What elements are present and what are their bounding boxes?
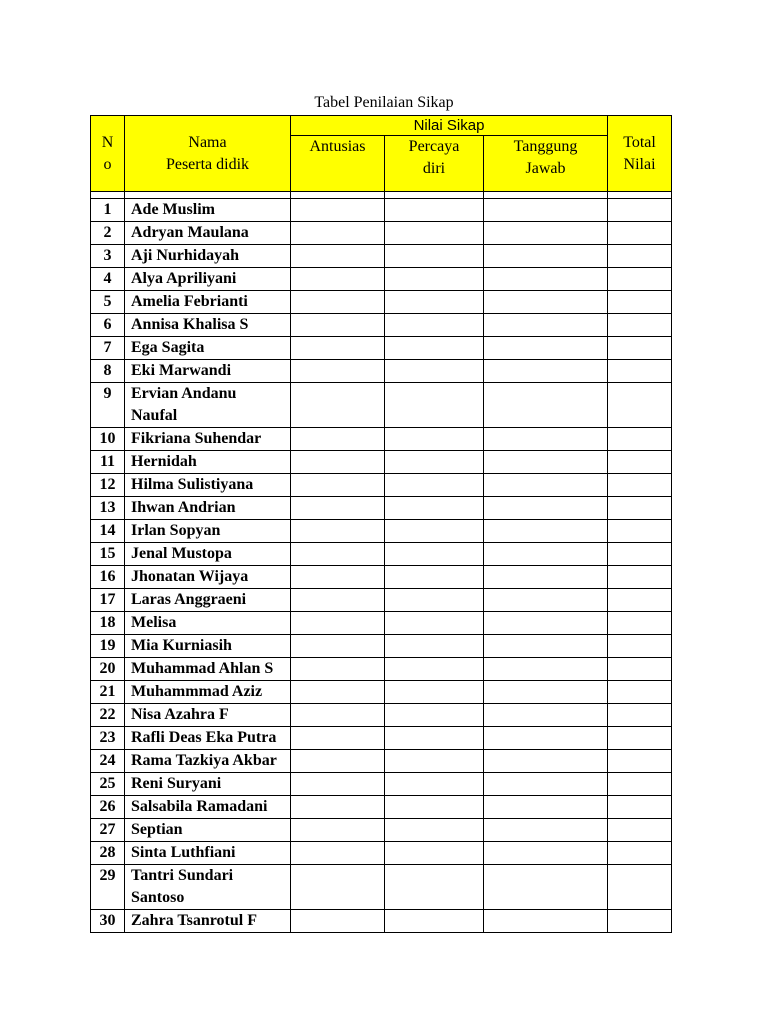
score-percaya-diri-cell[interactable] <box>385 750 484 773</box>
row-number: 30 <box>91 910 125 933</box>
header-total-line1: Total <box>623 133 656 151</box>
table-row <box>91 291 672 314</box>
score-percaya-diri-cell[interactable] <box>385 428 484 451</box>
score-percaya-diri-cell[interactable] <box>385 842 484 865</box>
score-antusias-cell[interactable] <box>291 314 385 337</box>
table-row <box>91 245 672 268</box>
score-antusias-cell[interactable] <box>291 750 385 773</box>
table-row <box>91 543 672 566</box>
total-nilai-cell[interactable] <box>608 842 672 865</box>
total-nilai-cell[interactable] <box>608 291 672 314</box>
total-nilai-cell[interactable] <box>608 474 672 497</box>
total-nilai-cell[interactable] <box>608 704 672 727</box>
spacer-cell <box>608 192 672 199</box>
student-name: Rafli Deas Eka Putra <box>125 727 291 750</box>
row-number: 19 <box>91 635 125 658</box>
row-number: 24 <box>91 750 125 773</box>
row-number: 21 <box>91 681 125 704</box>
score-tanggung-jawab-cell[interactable] <box>484 383 608 428</box>
student-name: Irlan Sopyan <box>125 520 291 543</box>
score-percaya-diri-cell[interactable] <box>385 566 484 589</box>
total-nilai-cell[interactable] <box>608 681 672 704</box>
header-total-line2: Nilai <box>623 155 656 173</box>
total-nilai-cell[interactable] <box>608 520 672 543</box>
score-percaya-diri-cell[interactable] <box>385 360 484 383</box>
score-antusias-cell[interactable] <box>291 199 385 222</box>
header-percaya-line2: diri <box>422 160 446 177</box>
table-row <box>91 910 672 933</box>
row-number: 6 <box>91 314 125 337</box>
row-number: 15 <box>91 543 125 566</box>
student-name: Reni Suryani <box>125 773 291 796</box>
score-tanggung-jawab-cell[interactable] <box>484 612 608 635</box>
table-row <box>91 314 672 337</box>
row-number: 17 <box>91 589 125 612</box>
table-row <box>91 428 672 451</box>
row-number: 5 <box>91 291 125 314</box>
row-number: 16 <box>91 566 125 589</box>
total-nilai-cell[interactable] <box>608 910 672 933</box>
spacer-cell <box>125 192 291 199</box>
score-tanggung-jawab-cell[interactable] <box>484 268 608 291</box>
score-tanggung-jawab-cell[interactable] <box>484 520 608 543</box>
score-percaya-diri-cell[interactable] <box>385 819 484 842</box>
score-tanggung-jawab-cell[interactable] <box>484 543 608 566</box>
page-title: Tabel Penilaian Sikap <box>314 94 454 111</box>
row-number: 14 <box>91 520 125 543</box>
row-number: 29 <box>91 865 125 910</box>
spacer-cell <box>385 192 484 199</box>
student-name-line2: Santoso <box>131 889 185 906</box>
score-tanggung-jawab-cell[interactable] <box>484 727 608 750</box>
row-number: 27 <box>91 819 125 842</box>
score-antusias-cell[interactable] <box>291 360 385 383</box>
header-row-1 <box>91 116 672 136</box>
header-no-line2: o <box>103 155 112 173</box>
student-name: Muhammad Ahlan S <box>125 658 291 681</box>
score-percaya-diri-cell[interactable] <box>385 543 484 566</box>
table-row <box>91 589 672 612</box>
table-row <box>91 819 672 842</box>
student-name: Annisa Khalisa S <box>125 314 291 337</box>
student-name: Hilma Sulistiyana <box>125 474 291 497</box>
score-percaya-diri-cell[interactable] <box>385 796 484 819</box>
table-row <box>91 727 672 750</box>
score-antusias-cell[interactable] <box>291 222 385 245</box>
student-name: Melisa <box>125 612 291 635</box>
total-nilai-cell[interactable] <box>608 750 672 773</box>
student-name: Ihwan Andrian <box>125 497 291 520</box>
header-tanggung-line1: Tanggung <box>513 138 578 155</box>
header-no <box>91 116 125 192</box>
score-antusias-cell[interactable] <box>291 291 385 314</box>
score-percaya-diri-cell[interactable] <box>385 773 484 796</box>
header-percaya-diri <box>385 136 484 192</box>
table-body <box>91 192 672 933</box>
header-tanggung-jawab <box>484 136 608 192</box>
score-percaya-diri-cell[interactable] <box>385 245 484 268</box>
row-number: 22 <box>91 704 125 727</box>
student-name: Hernidah <box>125 451 291 474</box>
header-antusias-label: Antusias <box>309 138 366 155</box>
header-percaya-line1: Percaya <box>408 138 460 155</box>
student-name: Jenal Mustopa <box>125 543 291 566</box>
row-number: 25 <box>91 773 125 796</box>
attitude-assessment-table <box>90 115 672 933</box>
student-name: Septian <box>125 819 291 842</box>
row-number: 4 <box>91 268 125 291</box>
student-name <box>125 865 291 910</box>
score-percaya-diri-cell[interactable] <box>385 474 484 497</box>
table-row <box>91 497 672 520</box>
score-percaya-diri-cell[interactable] <box>385 199 484 222</box>
student-name: Adryan Maulana <box>125 222 291 245</box>
row-number: 2 <box>91 222 125 245</box>
score-tanggung-jawab-cell[interactable] <box>484 291 608 314</box>
score-percaya-diri-cell[interactable] <box>385 658 484 681</box>
student-name: Mia Kurniasih <box>125 635 291 658</box>
table-row <box>91 360 672 383</box>
table-row <box>91 199 672 222</box>
score-tanggung-jawab-cell[interactable] <box>484 245 608 268</box>
spacer-cell <box>291 192 385 199</box>
score-antusias-cell[interactable] <box>291 337 385 360</box>
spacer-cell <box>91 192 125 199</box>
table-row <box>91 635 672 658</box>
total-nilai-cell[interactable] <box>608 383 672 428</box>
score-antusias-cell[interactable] <box>291 773 385 796</box>
spacer-row <box>91 192 672 199</box>
row-number: 28 <box>91 842 125 865</box>
score-tanggung-jawab-cell[interactable] <box>484 681 608 704</box>
total-nilai-cell[interactable] <box>608 268 672 291</box>
table-row <box>91 750 672 773</box>
score-percaya-diri-cell[interactable] <box>385 865 484 910</box>
student-name: Aji Nurhidayah <box>125 245 291 268</box>
score-tanggung-jawab-cell[interactable] <box>484 474 608 497</box>
student-name: Amelia Febrianti <box>125 291 291 314</box>
student-name: Muhammmad Aziz <box>125 681 291 704</box>
score-percaya-diri-cell[interactable] <box>385 268 484 291</box>
row-number: 10 <box>91 428 125 451</box>
total-nilai-cell[interactable] <box>608 337 672 360</box>
score-percaya-diri-cell[interactable] <box>385 314 484 337</box>
score-antusias-cell[interactable] <box>291 796 385 819</box>
table-row <box>91 520 672 543</box>
score-percaya-diri-cell[interactable] <box>385 337 484 360</box>
student-name: Ade Muslim <box>125 199 291 222</box>
score-tanggung-jawab-cell[interactable] <box>484 773 608 796</box>
score-antusias-cell[interactable] <box>291 819 385 842</box>
score-tanggung-jawab-cell[interactable] <box>484 337 608 360</box>
score-antusias-cell[interactable] <box>291 681 385 704</box>
student-name: Jhonatan Wijaya <box>125 566 291 589</box>
row-number: 7 <box>91 337 125 360</box>
score-antusias-cell[interactable] <box>291 612 385 635</box>
score-tanggung-jawab-cell[interactable] <box>484 497 608 520</box>
table-row <box>91 566 672 589</box>
row-number: 13 <box>91 497 125 520</box>
total-nilai-cell[interactable] <box>608 865 672 910</box>
score-tanggung-jawab-cell[interactable] <box>484 314 608 337</box>
student-name: Fikriana Suhendar <box>125 428 291 451</box>
total-nilai-cell[interactable] <box>608 245 672 268</box>
total-nilai-cell[interactable] <box>608 612 672 635</box>
score-percaya-diri-cell[interactable] <box>385 383 484 428</box>
total-nilai-cell[interactable] <box>608 428 672 451</box>
total-nilai-cell[interactable] <box>608 497 672 520</box>
header-name <box>125 116 291 192</box>
student-name-line1: Tantri Sundari <box>131 867 234 884</box>
row-number: 23 <box>91 727 125 750</box>
total-nilai-cell[interactable] <box>608 360 672 383</box>
student-name: Rama Tazkiya Akbar <box>125 750 291 773</box>
student-name: Alya Apriliyani <box>125 268 291 291</box>
total-nilai-cell[interactable] <box>608 451 672 474</box>
score-antusias-cell[interactable] <box>291 268 385 291</box>
score-tanggung-jawab-cell[interactable] <box>484 566 608 589</box>
table-row <box>91 796 672 819</box>
row-number: 8 <box>91 360 125 383</box>
total-nilai-cell[interactable] <box>608 543 672 566</box>
score-antusias-cell[interactable] <box>291 566 385 589</box>
score-antusias-cell[interactable] <box>291 520 385 543</box>
score-percaya-diri-cell[interactable] <box>385 635 484 658</box>
student-name: Eki Marwandi <box>125 360 291 383</box>
score-antusias-cell[interactable] <box>291 543 385 566</box>
score-tanggung-jawab-cell[interactable] <box>484 865 608 910</box>
score-percaya-diri-cell[interactable] <box>385 910 484 933</box>
total-nilai-cell[interactable] <box>608 589 672 612</box>
score-percaya-diri-cell[interactable] <box>385 520 484 543</box>
row-number: 18 <box>91 612 125 635</box>
score-tanggung-jawab-cell[interactable] <box>484 428 608 451</box>
table-row <box>91 704 672 727</box>
table-row <box>91 451 672 474</box>
score-antusias-cell[interactable] <box>291 428 385 451</box>
score-percaya-diri-cell[interactable] <box>385 681 484 704</box>
table-row <box>91 337 672 360</box>
header-antusias <box>291 136 385 192</box>
score-percaya-diri-cell[interactable] <box>385 612 484 635</box>
student-name <box>125 383 291 428</box>
score-tanggung-jawab-cell[interactable] <box>484 704 608 727</box>
total-nilai-cell[interactable] <box>608 658 672 681</box>
table-row <box>91 773 672 796</box>
header-nilai-sikap: Nilai Sikap <box>291 116 608 136</box>
total-nilai-cell[interactable] <box>608 819 672 842</box>
student-name: Ega Sagita <box>125 337 291 360</box>
header-name-line1: Nama <box>188 133 227 151</box>
score-tanggung-jawab-cell[interactable] <box>484 589 608 612</box>
total-nilai-cell[interactable] <box>608 566 672 589</box>
total-nilai-cell[interactable] <box>608 314 672 337</box>
score-percaya-diri-cell[interactable] <box>385 727 484 750</box>
score-tanggung-jawab-cell[interactable] <box>484 635 608 658</box>
table-row <box>91 474 672 497</box>
table-row <box>91 865 672 910</box>
header-name-line2: Peserta didik <box>165 155 250 173</box>
score-tanggung-jawab-cell[interactable] <box>484 360 608 383</box>
table-row <box>91 658 672 681</box>
total-nilai-cell[interactable] <box>608 727 672 750</box>
score-percaya-diri-cell[interactable] <box>385 291 484 314</box>
table-row <box>91 268 672 291</box>
table-row <box>91 612 672 635</box>
total-nilai-cell[interactable] <box>608 773 672 796</box>
row-number: 9 <box>91 383 125 428</box>
total-nilai-cell[interactable] <box>608 635 672 658</box>
score-tanggung-jawab-cell[interactable] <box>484 819 608 842</box>
score-percaya-diri-cell[interactable] <box>385 704 484 727</box>
student-name: Zahra Tsanrotul F <box>125 910 291 933</box>
score-tanggung-jawab-cell[interactable] <box>484 658 608 681</box>
score-antusias-cell[interactable] <box>291 910 385 933</box>
row-number: 1 <box>91 199 125 222</box>
score-antusias-cell[interactable] <box>291 383 385 428</box>
score-tanggung-jawab-cell[interactable] <box>484 842 608 865</box>
row-number: 3 <box>91 245 125 268</box>
score-antusias-cell[interactable] <box>291 245 385 268</box>
student-name: Salsabila Ramadani <box>125 796 291 819</box>
score-tanggung-jawab-cell[interactable] <box>484 199 608 222</box>
score-antusias-cell[interactable] <box>291 589 385 612</box>
table-row <box>91 383 672 428</box>
score-antusias-cell[interactable] <box>291 842 385 865</box>
header-total-nilai <box>608 116 672 192</box>
row-number: 26 <box>91 796 125 819</box>
score-tanggung-jawab-cell[interactable] <box>484 750 608 773</box>
score-percaya-diri-cell[interactable] <box>385 589 484 612</box>
score-antusias-cell[interactable] <box>291 727 385 750</box>
score-tanggung-jawab-cell[interactable] <box>484 796 608 819</box>
header-no-line1: N <box>101 133 114 151</box>
score-percaya-diri-cell[interactable] <box>385 222 484 245</box>
score-tanggung-jawab-cell[interactable] <box>484 910 608 933</box>
score-antusias-cell[interactable] <box>291 474 385 497</box>
score-antusias-cell[interactable] <box>291 451 385 474</box>
total-nilai-cell[interactable] <box>608 796 672 819</box>
student-name: Laras Anggraeni <box>125 589 291 612</box>
score-tanggung-jawab-cell[interactable] <box>484 222 608 245</box>
student-name-line1: Ervian Andanu <box>131 385 237 402</box>
total-nilai-cell[interactable] <box>608 222 672 245</box>
row-number: 20 <box>91 658 125 681</box>
score-tanggung-jawab-cell[interactable] <box>484 451 608 474</box>
header-tanggung-line2: Jawab <box>525 160 566 177</box>
table-row <box>91 681 672 704</box>
score-percaya-diri-cell[interactable] <box>385 497 484 520</box>
row-number: 11 <box>91 451 125 474</box>
score-antusias-cell[interactable] <box>291 704 385 727</box>
student-name: Sinta Luthfiani <box>125 842 291 865</box>
score-antusias-cell[interactable] <box>291 497 385 520</box>
table-row <box>91 222 672 245</box>
score-antusias-cell[interactable] <box>291 865 385 910</box>
table-row <box>91 842 672 865</box>
score-antusias-cell[interactable] <box>291 635 385 658</box>
student-name: Nisa Azahra F <box>125 704 291 727</box>
total-nilai-cell[interactable] <box>608 199 672 222</box>
row-number: 12 <box>91 474 125 497</box>
student-name-line2: Naufal <box>131 407 178 424</box>
score-antusias-cell[interactable] <box>291 658 385 681</box>
spacer-cell <box>484 192 608 199</box>
score-percaya-diri-cell[interactable] <box>385 451 484 474</box>
